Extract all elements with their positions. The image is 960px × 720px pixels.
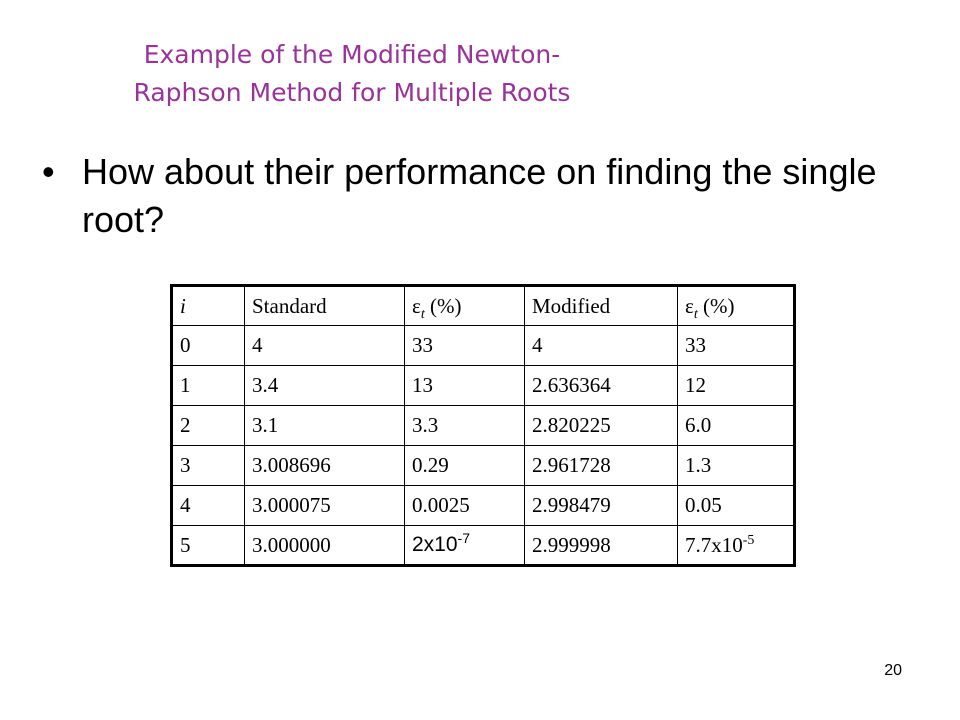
cell-standard: 3.4	[245, 366, 405, 406]
cell-error-modified-exponent: -5	[742, 532, 755, 548]
cell-i: 1	[172, 366, 245, 406]
table-row	[172, 526, 795, 566]
header-error-modified	[678, 286, 795, 326]
cell-error-standard-exponent: -7	[457, 530, 470, 546]
cell-error-modified: 33	[678, 326, 795, 366]
cell-error-standard	[405, 526, 525, 566]
header-standard: Standard	[245, 286, 405, 326]
cell-error-standard: 3.3	[405, 406, 525, 446]
slide-title	[72, 36, 632, 112]
percent-label: (%)	[424, 293, 462, 318]
epsilon-symbol: ε	[412, 293, 421, 318]
cell-error-standard: 0.29	[405, 446, 525, 486]
cell-error-standard: 33	[405, 326, 525, 366]
table-row	[172, 326, 795, 366]
cell-modified: 2.636364	[525, 366, 678, 406]
cell-i: 3	[172, 446, 245, 486]
header-modified: Modified	[525, 286, 678, 326]
cell-error-modified	[678, 526, 795, 566]
table-row	[172, 406, 795, 446]
cell-standard: 3.000000	[245, 526, 405, 566]
bullet-text: How about their performance on finding the single root?	[82, 151, 877, 240]
slide-title-line2: Raphson Method for Multiple Roots	[133, 78, 571, 107]
header-i: i	[172, 286, 245, 326]
epsilon-symbol: ε	[685, 293, 694, 318]
cell-i: 2	[172, 406, 245, 446]
cell-i: 0	[172, 326, 245, 366]
cell-standard: 4	[245, 326, 405, 366]
cell-i: 5	[172, 526, 245, 566]
subscript-t: t	[420, 306, 425, 322]
table-row	[172, 446, 795, 486]
table-row	[172, 486, 795, 526]
cell-error-modified: 6.0	[678, 406, 795, 446]
cell-modified: 2.961728	[525, 446, 678, 486]
table-header-row	[172, 286, 795, 326]
cell-standard: 3.1	[245, 406, 405, 446]
results-table	[170, 284, 796, 567]
cell-modified: 2.998479	[525, 486, 678, 526]
cell-standard: 3.008696	[245, 446, 405, 486]
header-error-standard	[405, 286, 525, 326]
cell-error-modified-base: 7.7x10	[685, 532, 743, 557]
subscript-t: t	[693, 306, 698, 322]
cell-standard: 3.000075	[245, 486, 405, 526]
slide-title-line1: Example of the Modified Newton-	[143, 40, 561, 69]
cell-error-modified: 1.3	[678, 446, 795, 486]
cell-error-standard-base: 2x10	[412, 533, 458, 556]
cell-error-modified: 0.05	[678, 486, 795, 526]
page-number: 20	[884, 662, 902, 679]
bullet-dot-icon: •	[42, 151, 55, 192]
cell-modified: 2.999998	[525, 526, 678, 566]
cell-error-modified: 12	[678, 366, 795, 406]
cell-modified: 2.820225	[525, 406, 678, 446]
percent-label: (%)	[697, 293, 735, 318]
table-row	[172, 366, 795, 406]
bullet-point	[42, 148, 922, 244]
cell-error-standard: 13	[405, 366, 525, 406]
cell-i: 4	[172, 486, 245, 526]
cell-error-standard: 0.0025	[405, 486, 525, 526]
cell-modified: 4	[525, 326, 678, 366]
